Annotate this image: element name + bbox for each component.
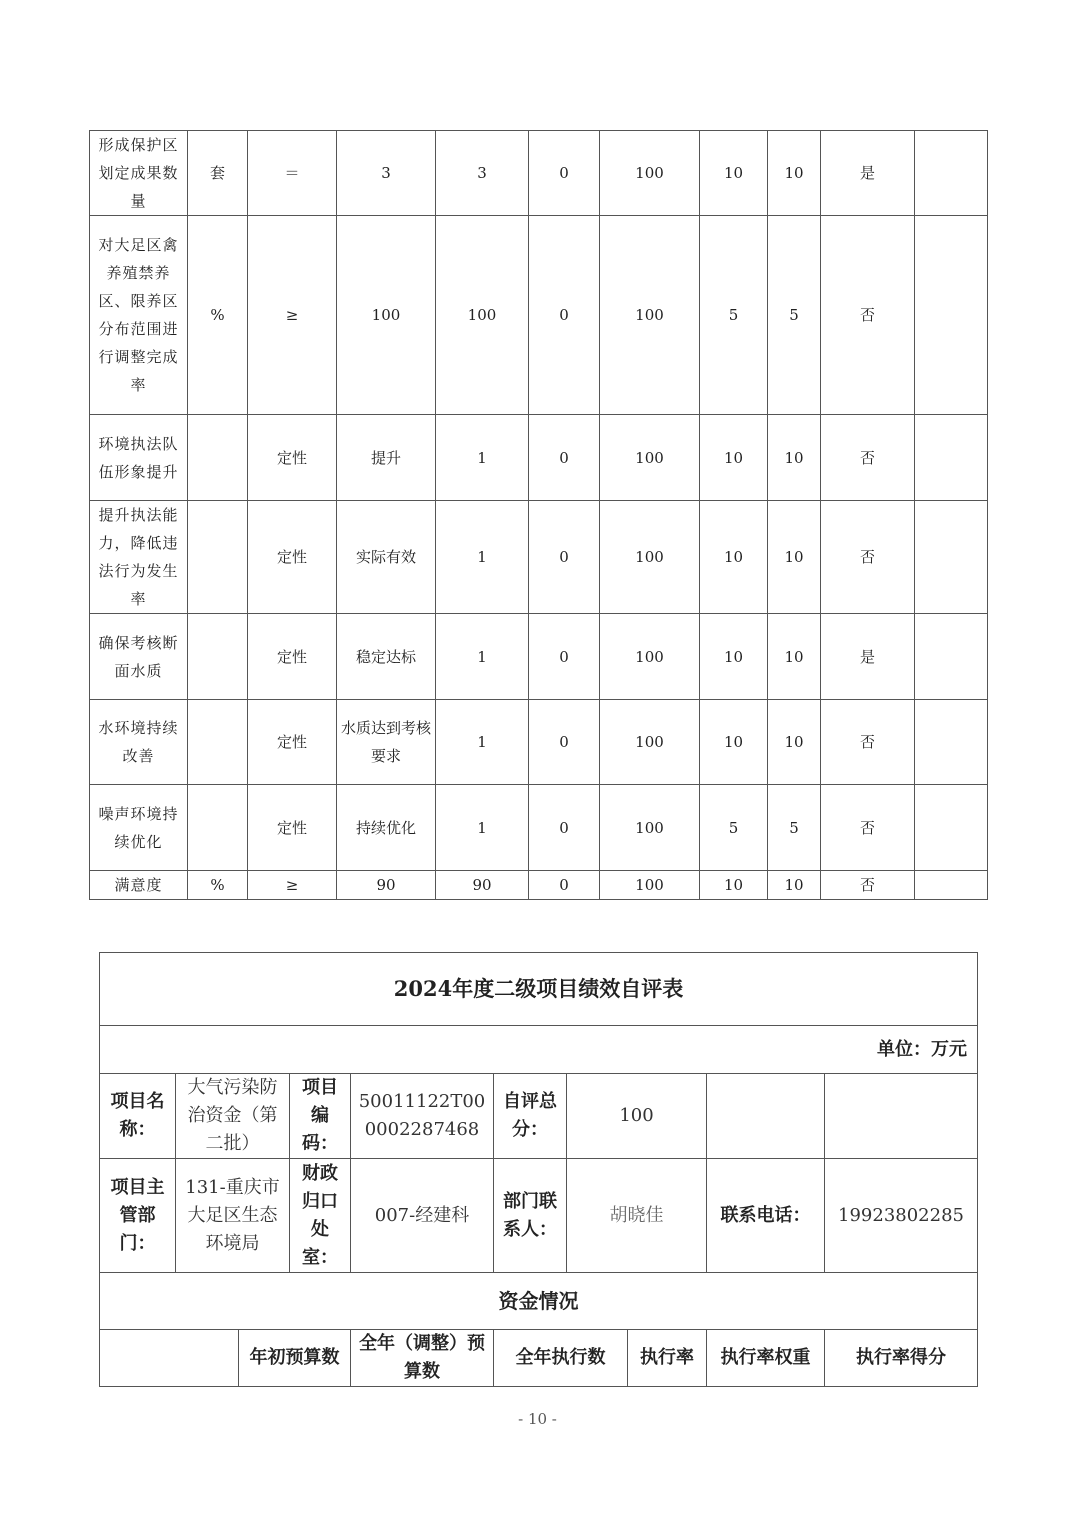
indicator-row [90,871,988,900]
indicator-actual: 1 [436,785,529,871]
indicator-target: 3 [337,131,436,216]
indicator-deviation: 0 [529,700,600,785]
indicator-name: 确保考核断面水质 [90,614,188,700]
indicator-score: 10 [768,501,821,614]
indicator-remark [915,131,988,216]
funds-header-blank [100,1330,239,1387]
indicator-target: 实际有效 [337,501,436,614]
indicator-unit [188,614,248,700]
indicator-deviation: 0 [529,415,600,501]
indicator-operator: 定性 [248,501,337,614]
indicator-deviation: 0 [529,785,600,871]
indicator-remark [915,501,988,614]
phone-label: 联系电话： [707,1159,825,1273]
indicator-score: 10 [768,700,821,785]
unit-label: 单位：万元 [100,1026,978,1074]
indicator-weight: 5 [700,785,768,871]
project-name-label: 项目名称： [100,1074,176,1159]
indicator-completion: 100 [600,216,700,415]
dept-value: 131-重庆市大足区生态环境局 [176,1159,290,1273]
indicator-weight: 10 [700,415,768,501]
page-number: - 10 - [518,1410,557,1428]
indicator-operator: ＝ [248,131,337,216]
indicator-row [90,614,988,700]
indicator-score: 5 [768,216,821,415]
funds-section-title: 资金情况 [100,1273,978,1330]
indicator-remark [915,785,988,871]
indicator-name: 环境执法队伍形象提升 [90,415,188,501]
indicator-operator: 定性 [248,614,337,700]
dept-label: 项目主管部门： [100,1159,176,1273]
indicator-score: 10 [768,614,821,700]
indicator-score: 10 [768,131,821,216]
indicator-row [90,700,988,785]
indicator-actual: 3 [436,131,529,216]
indicator-score: 5 [768,785,821,871]
indicator-table [89,130,988,900]
indicator-remark [915,415,988,501]
indicator-target: 水质达到考核要求 [337,700,436,785]
empty-cell [825,1074,978,1159]
contact-label: 部门联系人： [494,1159,567,1273]
indicator-completion: 100 [600,785,700,871]
indicator-completion: 100 [600,415,700,501]
indicator-actual: 1 [436,415,529,501]
indicator-unit: % [188,216,248,415]
score-label: 自评总分： [494,1074,567,1159]
indicator-weight: 10 [700,614,768,700]
indicator-flag: 是 [821,614,915,700]
finance-value: 007-经建科 [351,1159,494,1273]
project-code-value: 50011122T000002287468 [351,1074,494,1159]
indicator-target: 90 [337,871,436,900]
indicator-weight: 10 [700,871,768,900]
indicator-name: 提升执法能力，降低违法行为发生率 [90,501,188,614]
indicator-weight: 10 [700,131,768,216]
indicator-remark [915,700,988,785]
indicator-deviation: 0 [529,871,600,900]
indicator-operator: ≥ [248,216,337,415]
funds-header-rate-score: 执行率得分 [825,1330,978,1387]
evaluation-form-table [99,952,978,1387]
empty-cell [707,1074,825,1159]
indicator-unit [188,785,248,871]
indicator-target: 提升 [337,415,436,501]
indicator-unit [188,501,248,614]
indicator-target: 持续优化 [337,785,436,871]
indicator-flag: 否 [821,216,915,415]
indicator-operator: 定性 [248,785,337,871]
indicator-flag: 否 [821,415,915,501]
indicator-name: 对大足区禽养殖禁养区、限养区分布范围进行调整完成率 [90,216,188,415]
indicator-flag: 是 [821,131,915,216]
form-title: 2024年度二级项目绩效自评表 [100,953,978,1026]
indicator-weight: 5 [700,216,768,415]
score-value: 100 [567,1074,707,1159]
indicator-completion: 100 [600,871,700,900]
indicator-completion: 100 [600,614,700,700]
indicator-deviation: 0 [529,614,600,700]
funds-header-adjusted-budget: 全年（调整）预算数 [351,1330,494,1387]
indicator-deviation: 0 [529,216,600,415]
indicator-operator: 定性 [248,700,337,785]
indicator-flag: 否 [821,785,915,871]
phone-value: 19923802285 [825,1159,978,1273]
indicator-row [90,501,988,614]
funds-header-execution-rate: 执行率 [628,1330,707,1387]
indicator-row [90,131,988,216]
indicator-weight: 10 [700,501,768,614]
funds-header-initial-budget: 年初预算数 [239,1330,351,1387]
indicator-completion: 100 [600,131,700,216]
indicator-weight: 10 [700,700,768,785]
indicator-remark [915,216,988,415]
indicator-actual: 1 [436,700,529,785]
indicator-operator: ≥ [248,871,337,900]
indicator-flag: 否 [821,501,915,614]
indicator-completion: 100 [600,501,700,614]
project-code-label: 项目编码： [290,1074,351,1159]
indicator-remark [915,614,988,700]
indicator-name: 形成保护区划定成果数量 [90,131,188,216]
finance-label: 财政归口处室： [290,1159,351,1273]
indicator-row [90,216,988,415]
funds-header-executed: 全年执行数 [494,1330,628,1387]
indicator-target: 100 [337,216,436,415]
indicator-name: 水环境持续改善 [90,700,188,785]
indicator-actual: 100 [436,216,529,415]
indicator-deviation: 0 [529,131,600,216]
indicator-target: 稳定达标 [337,614,436,700]
indicator-flag: 否 [821,871,915,900]
indicator-score: 10 [768,871,821,900]
indicator-row [90,785,988,871]
indicator-unit: 套 [188,131,248,216]
contact-value: 胡晓佳 [567,1159,707,1273]
indicator-name: 满意度 [90,871,188,900]
indicator-flag: 否 [821,700,915,785]
indicator-operator: 定性 [248,415,337,501]
project-name-value: 大气污染防治资金（第二批） [176,1074,290,1159]
indicator-actual: 1 [436,501,529,614]
indicator-remark [915,871,988,900]
indicator-actual: 1 [436,614,529,700]
indicator-name: 噪声环境持续优化 [90,785,188,871]
indicator-unit [188,700,248,785]
indicator-unit [188,415,248,501]
indicator-row [90,415,988,501]
indicator-deviation: 0 [529,501,600,614]
indicator-unit: % [188,871,248,900]
indicator-actual: 90 [436,871,529,900]
indicator-score: 10 [768,415,821,501]
indicator-completion: 100 [600,700,700,785]
funds-header-rate-weight: 执行率权重 [707,1330,825,1387]
